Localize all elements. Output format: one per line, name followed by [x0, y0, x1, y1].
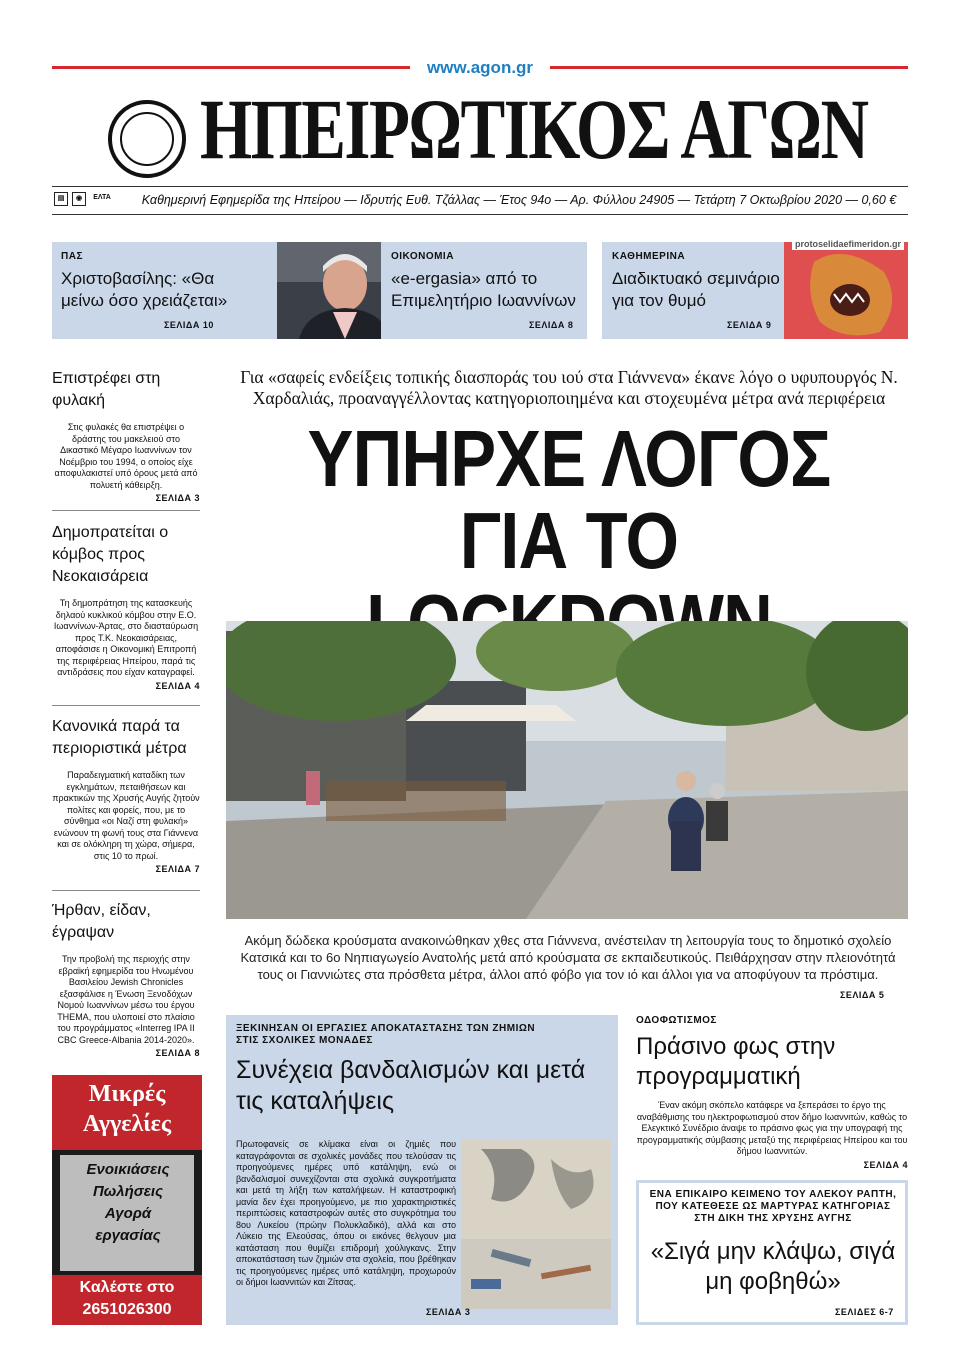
lead-photo-street: [226, 621, 908, 919]
masthead: ΗΠΕΙΡΩΤΙΚΟΣ ΑΓΩΝ: [200, 81, 868, 177]
press-icon: ◉: [72, 192, 86, 206]
headline-line: ΥΠΗΡΧΕ ΛΟΓΟΣ: [307, 414, 831, 503]
teaser-title: «e-ergasia» από το Επιμελητήριο Ιωαννίνων: [391, 269, 576, 310]
vandalism-story[interactable]: [226, 1015, 618, 1325]
sidebar-divider: [52, 510, 200, 511]
sidebar-page-ref: ΣΕΛΙΔΑ 8: [155, 1048, 200, 1058]
lighting-story[interactable]: [636, 1015, 908, 1170]
teaser-kicker: ΟΙΚΟΝΟΜΙΑ: [391, 251, 454, 262]
headline-line: ΓΙΑ ΤΟ: [459, 496, 679, 585]
ad-item: Ενοικιάσεις: [86, 1161, 170, 1178]
sidebar-item-junction[interactable]: [52, 522, 200, 691]
site-url[interactable]: www.agon.gr: [410, 58, 550, 78]
sidebar-page-ref: ΣΕΛΙΔΑ 4: [155, 680, 200, 691]
lion-photo: [784, 242, 908, 339]
header-rule-top: [52, 186, 908, 187]
teaser-page-ref: ΣΕΛΙΔΑ 8: [529, 320, 574, 330]
teaser-box-economy[interactable]: [381, 242, 587, 339]
ad-call: [52, 1277, 202, 1321]
header-rule-bottom: [52, 214, 908, 215]
teaser-kicker: ΠΑΣ: [61, 251, 83, 262]
ad-title-line: Αγγελίες: [82, 1111, 172, 1137]
newspaper-seal-logo: [108, 100, 186, 178]
ad-title: [52, 1079, 202, 1139]
sidebar-divider: [52, 890, 200, 891]
teaser-title: Χριστοβασίλης: «Θα μείνω όσο χρειάζεται»: [61, 269, 228, 310]
teaser-kicker: ΚΑΘΗΜΕΡΙΝΑ: [612, 251, 686, 262]
sidebar-body: Στις φυλακές θα επιστρέψει ο δράστης του μακελειού στο Δικαστικό Μέγαρο Ιωαννίνων τον Νοέμβριο του 1994, ο οποίος είχε αποφυλακιστεί υπό όρους μετά από πολυετή κάθειρξη.: [54, 422, 198, 490]
sidebar-page-ref: ΣΕΛΙΔΑ 7: [155, 864, 200, 874]
teaser-box-daily[interactable]: [602, 239, 908, 339]
ad-phone[interactable]: 2651026300: [82, 1301, 172, 1318]
teaser-box-pas[interactable]: [52, 242, 362, 339]
story-body: Πρωτοφανείς σε κλίμακα είναι οι ζημιές που καταγράφονται σε σχολικές μονάδες που τελούσαν τις προηγούμενες ημέρες υπό κατάληψη, ενώ οι βανδαλισμοί συνεχίζονται στα σχολικά συγκροτήματα και μετά τη λήξη των καταλήψεων. Η καταστροφική μανία δεν έχει προηγούμενο, με πιο χαρακτηριστικές περιπτώσεις καταστροφών αυτές στο συγκρότημα του 8ου Λυκείου (πρώην Πολυκλαδικό), αλλά και στο Λύκειο της Ελεούσας, όπου οι εικόνες θελγουν μια κατάσταση που θυμίζει επιδρομή χούλιγκανς. Στην αποκατάσταση των ζημιών στα σχολεία, που βρέθηκαν τις προηγούμενες ημέρες υπό κατάληψη, προχωρούν οι δήμοι Ιωαννιτών και Ζίτσας.: [236, 1139, 456, 1287]
teaser-title: Διαδικτυακό σεμινάριο για τον θυμό: [612, 269, 780, 310]
lead-page-ref: ΣΕΛΙΔΑ 5: [840, 990, 885, 1000]
ad-item: εργασίας: [95, 1227, 161, 1244]
ad-title-line: Μικρές: [88, 1081, 166, 1107]
story-body: Έναν ακόμη σκόπελο κατάφερε να ξεπεράσει το έργο της αναβάθμισης του ηλεκτροφωτισμού στον δήμο Ιωαννιτών, καθώς το Ελεγκτικό Συνέδριο άναψε το πράσινο φως για την υπογραφή της προγραμματικής σύμβασης μεταξύ της περιφέρειας Ηπείρου και του δήμου Ιωαννιτών.: [636, 1100, 908, 1156]
story-title: «Σιγά μην κλάψω, σιγά μη φοβηθώ»: [650, 1238, 896, 1295]
teaser-page-ref: ΣΕΛΙΔΑ 9: [727, 320, 772, 330]
sidebar-page-ref: ΣΕΛΙΔΑ 3: [155, 493, 200, 503]
story-kicker: ΞΕΚΙΝΗΣΑΝ ΟΙ ΕΡΓΑΣΙΕΣ ΑΠΟΚΑΤΑΣΤΑΣΗΣ ΤΩΝ ΖΗΜΙΩΝ ΣΤΙΣ ΣΧΟΛΙΚΕΣ ΜΟΝΑΔΕΣ: [236, 1023, 536, 1046]
teaser-page-ref: ΣΕΛΙΔΑ 10: [164, 320, 214, 330]
story-kicker: ΕΝΑ ΕΠΙΚΑΙΡΟ ΚΕΙΜΕΝΟ ΤΟΥ ΑΛΕΚΟΥ ΡΑΠΤΗ, ΠΟΥ ΚΑΤΕΘΕΣΕ ΩΣ ΜΑΡΤΥΡΑΣ ΚΑΤΗΓΟΡΙΑΣ ΣΤΗ ΔΙΚΗ ΤΗΣ ΧΡΥΣΗΣ ΑΥΓΗΣ: [649, 1189, 897, 1224]
story-page-ref: ΣΕΛΙΔΑ 3: [426, 1307, 471, 1317]
ad-call-text: Καλέστε στο: [79, 1279, 175, 1296]
story-page-ref: ΣΕΛΙΔΑ 4: [863, 1159, 908, 1170]
story-title: Συνέχεια βανδαλισμών και μετά τις καταλήψεις: [236, 1056, 586, 1115]
lead-deck: Για «σαφείς ενδείξεις τοπικής διασποράς του ιού στα Γιάννενα» έκανε λόγο ο υφυπουργός Ν. Χαρδαλιάς, προαναγγέλλοντας κατηγοριοποιημένα και στοχευμένα μέτρα ανά περιφέρεια: [240, 367, 898, 408]
story-title: Πράσινο φως στην προγραμματική: [636, 1033, 836, 1090]
sidebar-item-measures[interactable]: [52, 716, 200, 874]
damaged-school-photo: [461, 1139, 611, 1309]
info-line: Καθημερινή Εφημερίδα της Ηπείρου — Ιδρυτής Ευθ. Τζάλλας — Έτος 94ο — Αρ. Φύλλου 24905 — Τετάρτη 7 Οκτωβρίου 2020 — 0,60 €: [141, 193, 897, 207]
lead-caption: Ακόμη δώδεκα κρούσματα ανακοινώθηκαν χθες στα Γιάννενα, ανέστειλαν τη λειτουργία τους το δημοτικό σχολείο Κατσικά και το 6ο Νηπιαγωγείο Ανατολής μετά από κρούσματα σε εκπαιδευτικούς. Πειθάρχησαν στην πλειονότητά τους οι Γιαννιώτες στα πρόσθετα μέτρα, άλλοι από φόβο για τον ιό και άλλοι για να αποφύγουν τα πρόστιμα.: [240, 933, 896, 982]
ad-items: [62, 1159, 194, 1247]
watermark: protoselidaefimeridon.gr: [792, 238, 904, 250]
elta-logo: ΕΛΤΑ: [93, 194, 111, 201]
sidebar-title: Επιστρέφει στη φυλακή: [52, 370, 161, 409]
ad-item: Πωλήσεις: [92, 1183, 164, 1200]
sidebar-title: Κανονικά παρά τα περιοριστικά μέτρα: [52, 718, 187, 757]
sidebar-title: Δημοπρατείται ο κόμβος προς Νεοκαισάρεια: [52, 524, 169, 585]
sidebar-body: Τη δημοπράτηση της κατασκευής δηλαού κυκλικού κόμβου στην Ε.Ο. Ιωαννίνων-Άρτας, στο διασταύρωση προς Τ.Κ. Νεοκαισάρειας, αποφάσισε η Οικονομική Επιτροπή της περιφέρειας Ηπείρου, παρά τις αντιδράσεις που είχαν καταγραφεί.: [53, 598, 199, 677]
ad-item: Αγορά: [104, 1205, 152, 1222]
story-page-ref: ΣΕΛΙΔΕΣ 6-7: [835, 1307, 894, 1317]
sidebar-body: Παραδειγματική καταδίκη των εγκλημάτων, πεταιθήσεων και πρακτικών της Χρυσής Αυγής ζητούν πολίτες και φορείς, που, με το σύνθημα «οι Ναζί στη φυλακή» ενώνουν τη φωνή τους στα Γιάννενα και σε ολόκληρη τη χώρα, σήμερα, στις 10 το πρωί.: [52, 770, 200, 861]
sidebar-body: Την προβολή της περιοχής στην εβραϊκή εφημερίδα του Ηνωμένου Βασιλείου Jewish Chronicles εξασφάλισε η Ένωση Ξενοδόχων Νομού Ιωαννίνων μέσω του έργου THEMA, που υλοποιεί στο πλαίσιο του προγράμματος «Interreg IPA II CBC Greece-Albania 2014-2020».: [57, 954, 195, 1045]
classifieds-ad[interactable]: [52, 1075, 202, 1325]
sidebar-item-prison[interactable]: [52, 368, 200, 503]
sidebar-item-visitors[interactable]: [52, 900, 200, 1058]
raptis-story[interactable]: [636, 1180, 908, 1325]
story-kicker: ΟΔΟΦΩΤΙΣΜΟΣ: [636, 1015, 717, 1026]
print-icon: ▤: [54, 192, 68, 206]
sidebar-divider: [52, 705, 200, 706]
sidebar-title: Ήρθαν, είδαν, έγραψαν: [52, 902, 151, 941]
